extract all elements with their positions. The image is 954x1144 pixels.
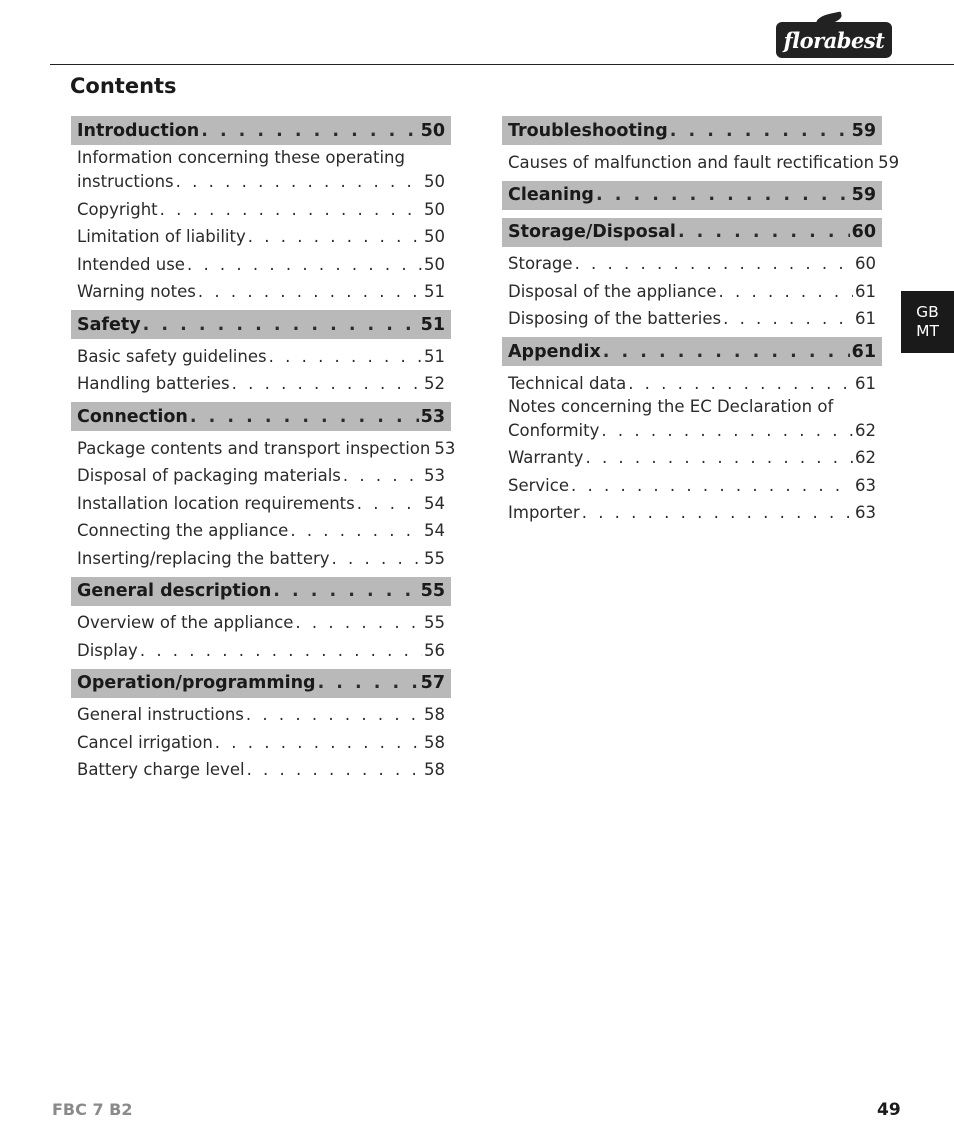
entry-title-continued <box>508 417 876 441</box>
dot-leader <box>201 121 418 141</box>
entry-page: 61 <box>855 373 876 393</box>
entry-page: 50 <box>424 199 445 219</box>
entry-title: Importer <box>508 503 580 522</box>
dot-leader <box>248 227 422 247</box>
entry-title: Limitation of liability <box>77 227 246 246</box>
toc-section-heading[interactable] <box>71 402 451 431</box>
entry-title-continued <box>77 168 445 192</box>
dot-leader <box>596 185 850 205</box>
entry-title: General instructions <box>77 705 244 724</box>
dot-leader <box>140 641 422 661</box>
entry-title: Intended use <box>77 254 185 274</box>
section-gap <box>71 394 451 402</box>
section-page: 57 <box>420 673 445 693</box>
footer-page-number: 49 <box>877 1100 901 1120</box>
section-page: 55 <box>420 581 445 601</box>
toc-entry[interactable] <box>71 247 451 275</box>
entry-title: Warranty <box>508 448 584 467</box>
dot-leader <box>670 121 850 141</box>
footer-model: FBC 7 B2 <box>52 1100 133 1119</box>
dot-leader <box>585 448 853 468</box>
entry-title: Basic safety guidelines <box>77 346 267 366</box>
section-gap <box>71 780 451 788</box>
toc-right-column <box>502 116 900 531</box>
section-title: Appendix <box>508 341 601 362</box>
toc-entry[interactable] <box>71 459 451 487</box>
dot-leader <box>318 673 419 693</box>
toc-entry[interactable] <box>502 145 900 173</box>
section-title: Connection <box>77 406 188 427</box>
dot-leader <box>678 222 850 242</box>
toc-entry[interactable] <box>71 514 451 542</box>
entry-title: Handling batteries <box>77 374 230 393</box>
entry-title: Notes concerning the EC Declaration of <box>508 396 834 416</box>
entry-title: Technical data <box>508 373 627 393</box>
toc-section-heading[interactable] <box>71 116 451 145</box>
section-title: Troubleshooting <box>508 120 668 141</box>
entry-page: 50 <box>424 254 445 274</box>
entry-page: 58 <box>424 705 445 724</box>
dot-leader <box>290 521 422 541</box>
toc-entry[interactable] <box>71 220 451 248</box>
section-title: Safety <box>77 314 141 335</box>
entry-page: 56 <box>424 640 445 660</box>
entry-title: Service <box>508 475 569 495</box>
entry-title: Copyright <box>77 199 158 219</box>
entry-page: 60 <box>855 254 876 273</box>
entry-page: 55 <box>424 613 445 632</box>
dot-leader <box>723 309 853 329</box>
section-page: 60 <box>851 222 876 242</box>
toc-entry[interactable] <box>71 725 451 753</box>
toc-entry[interactable] <box>71 541 451 569</box>
section-gap <box>71 661 451 669</box>
dot-leader <box>343 466 422 486</box>
dot-leader <box>198 282 422 302</box>
dot-leader <box>582 503 853 523</box>
toc-section-heading[interactable] <box>502 218 882 247</box>
toc-section-heading[interactable] <box>502 337 882 366</box>
toc-entry[interactable] <box>71 145 451 192</box>
toc-entry[interactable] <box>71 367 451 395</box>
toc-entry[interactable] <box>71 431 456 459</box>
dot-leader <box>357 494 422 514</box>
entry-title: Storage <box>508 254 573 273</box>
toc-entry[interactable] <box>71 486 451 514</box>
toc-entry[interactable] <box>71 633 451 661</box>
entry-title: Overview of the appliance <box>77 613 294 632</box>
toc-section-heading[interactable] <box>71 669 451 698</box>
entry-page: 54 <box>424 493 445 513</box>
section-gap <box>502 329 882 337</box>
section-title: Cleaning <box>508 185 594 205</box>
entry-title: Connecting the appliance <box>77 521 289 540</box>
dot-leader <box>247 760 422 780</box>
language-code: MT <box>916 322 939 340</box>
section-page: 50 <box>420 120 445 141</box>
entry-page: 51 <box>424 282 445 301</box>
entry-title: instructions <box>77 172 174 191</box>
entry-page: 58 <box>424 760 445 779</box>
dot-leader <box>295 613 422 633</box>
entry-title: Causes of malfunction and fault rectification <box>508 152 875 172</box>
dot-leader <box>176 172 422 192</box>
toc-entry[interactable] <box>71 698 451 726</box>
dot-leader <box>571 476 853 496</box>
dot-leader <box>246 705 422 725</box>
toc-entry[interactable] <box>502 366 882 394</box>
entry-page: 55 <box>424 548 445 568</box>
section-gap <box>502 210 882 218</box>
toc-entry[interactable] <box>502 468 882 496</box>
entry-title: Disposal of packaging materials <box>77 466 341 485</box>
entry-page: 53 <box>424 466 445 485</box>
section-page: 61 <box>851 341 876 362</box>
dot-leader <box>628 374 853 394</box>
entry-page: 54 <box>424 521 445 540</box>
entry-title: Disposing of the batteries <box>508 309 722 328</box>
entry-page: 63 <box>855 475 876 495</box>
page-title: Contents <box>70 74 177 98</box>
entry-title: Disposal of the appliance <box>508 281 717 301</box>
section-title: Storage/Disposal <box>508 222 676 242</box>
dot-leader <box>143 315 419 335</box>
section-title: Operation/programming <box>77 673 316 693</box>
dot-leader <box>187 255 422 275</box>
toc-entry[interactable] <box>502 247 882 275</box>
dot-leader <box>332 549 422 569</box>
entry-page: 61 <box>855 309 876 328</box>
entry-page: 63 <box>855 503 876 522</box>
entry-title: Information concerning these operating <box>77 148 405 167</box>
toc-entry[interactable] <box>502 394 882 441</box>
entry-page: 59 <box>878 152 900 172</box>
toc-entry[interactable] <box>502 441 882 469</box>
entry-page: 53 <box>434 438 456 458</box>
section-gap <box>71 569 451 577</box>
toc-section-heading[interactable] <box>502 181 882 210</box>
toc-entry[interactable] <box>71 275 451 303</box>
toc-entry[interactable] <box>71 192 451 220</box>
dot-leader <box>718 282 853 302</box>
entry-title: Conformity <box>508 420 600 440</box>
header-rule <box>50 64 954 65</box>
dot-leader <box>215 733 422 753</box>
entry-page: 50 <box>424 172 445 191</box>
section-title: General description <box>77 581 272 601</box>
entry-title: Package contents and transport inspection <box>77 438 431 458</box>
section-gap <box>502 523 882 531</box>
entry-page: 51 <box>424 346 445 366</box>
entry-title: Warning notes <box>77 282 196 301</box>
entry-title: Battery charge level <box>77 760 245 779</box>
dot-leader <box>273 581 418 601</box>
toc-entry[interactable] <box>71 753 451 781</box>
entry-title: Inserting/replacing the battery <box>77 548 330 568</box>
entry-title: Cancel irrigation <box>77 732 213 752</box>
entry-page: 62 <box>855 420 876 440</box>
section-page: 53 <box>420 406 445 427</box>
entry-page: 61 <box>855 281 876 301</box>
toc-left-column <box>71 116 456 788</box>
toc-entry[interactable] <box>502 274 882 302</box>
entry-page: 58 <box>424 732 445 752</box>
entry-page: 52 <box>424 374 445 393</box>
dot-leader <box>603 342 850 362</box>
entry-title: Installation location requirements <box>77 493 355 513</box>
dot-leader <box>160 200 422 220</box>
brand-logo: florabest <box>776 22 892 58</box>
toc-section-heading[interactable] <box>71 310 451 339</box>
section-gap <box>502 173 882 181</box>
dot-leader <box>232 374 422 394</box>
language-code: GB <box>916 303 939 321</box>
entry-page: 62 <box>855 448 876 467</box>
toc-entry[interactable] <box>502 302 882 330</box>
dot-leader <box>575 254 853 274</box>
toc-entry[interactable] <box>71 606 451 634</box>
section-page: 59 <box>851 185 876 205</box>
language-tab <box>901 291 954 353</box>
entry-page: 50 <box>424 227 445 246</box>
section-gap <box>71 302 451 310</box>
toc-entry[interactable] <box>502 496 882 524</box>
toc-entry[interactable] <box>71 339 451 367</box>
toc-section-heading[interactable] <box>71 577 451 606</box>
dot-leader <box>269 347 422 367</box>
section-title: Introduction <box>77 120 200 141</box>
section-page: 59 <box>851 120 876 141</box>
toc-section-heading[interactable] <box>502 116 882 145</box>
entry-title: Display <box>77 640 138 660</box>
section-page: 51 <box>420 314 445 335</box>
dot-leader <box>190 407 419 427</box>
dot-leader <box>601 421 853 441</box>
